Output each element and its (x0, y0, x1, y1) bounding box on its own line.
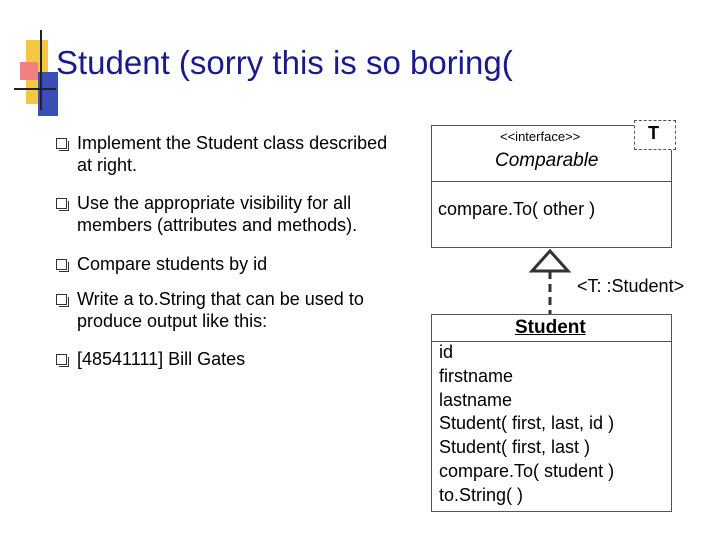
bullet-square-icon (56, 198, 67, 209)
compartment-divider (432, 181, 671, 182)
student-class-name: Student (515, 317, 586, 338)
student-members (439, 341, 614, 508)
binding-label: <T: :Student> (577, 276, 685, 296)
member-item: compare.To( student ) (439, 460, 615, 481)
member-item: firstname (439, 365, 514, 386)
realization-arrow (520, 245, 580, 320)
member-item: lastname (439, 389, 513, 410)
bullet-square-icon (56, 259, 67, 270)
member-item: to.String( ) (439, 484, 524, 505)
bullet-item: Use the appropriate visibility for all members (attributes and methods). (56, 192, 397, 236)
type-parameter: T (648, 123, 659, 143)
bullet-square-icon (56, 138, 67, 149)
member-item: Student( first, last ) (439, 437, 591, 458)
interface-method: compare.To( other ) (438, 199, 596, 219)
member-item: Student( first, last, id ) (439, 413, 615, 434)
bullet-item: [48541111] Bill Gates (56, 348, 397, 370)
bullet-square-icon (56, 294, 67, 305)
bullet-square-icon (56, 354, 67, 365)
page-title: Student (sorry this is so boring( (56, 44, 513, 81)
bullet-item: Write a to.String that can be used to produce output like this: (56, 288, 397, 332)
bullet-item: Compare students by id (56, 253, 397, 275)
interface-name: Comparable (495, 150, 599, 171)
hollow-triangle-icon (532, 251, 568, 271)
member-item: id (439, 342, 454, 362)
interface-stereotype: <<interface>> (500, 129, 581, 144)
bullet-item: Implement the Student class described at right. (56, 132, 397, 176)
